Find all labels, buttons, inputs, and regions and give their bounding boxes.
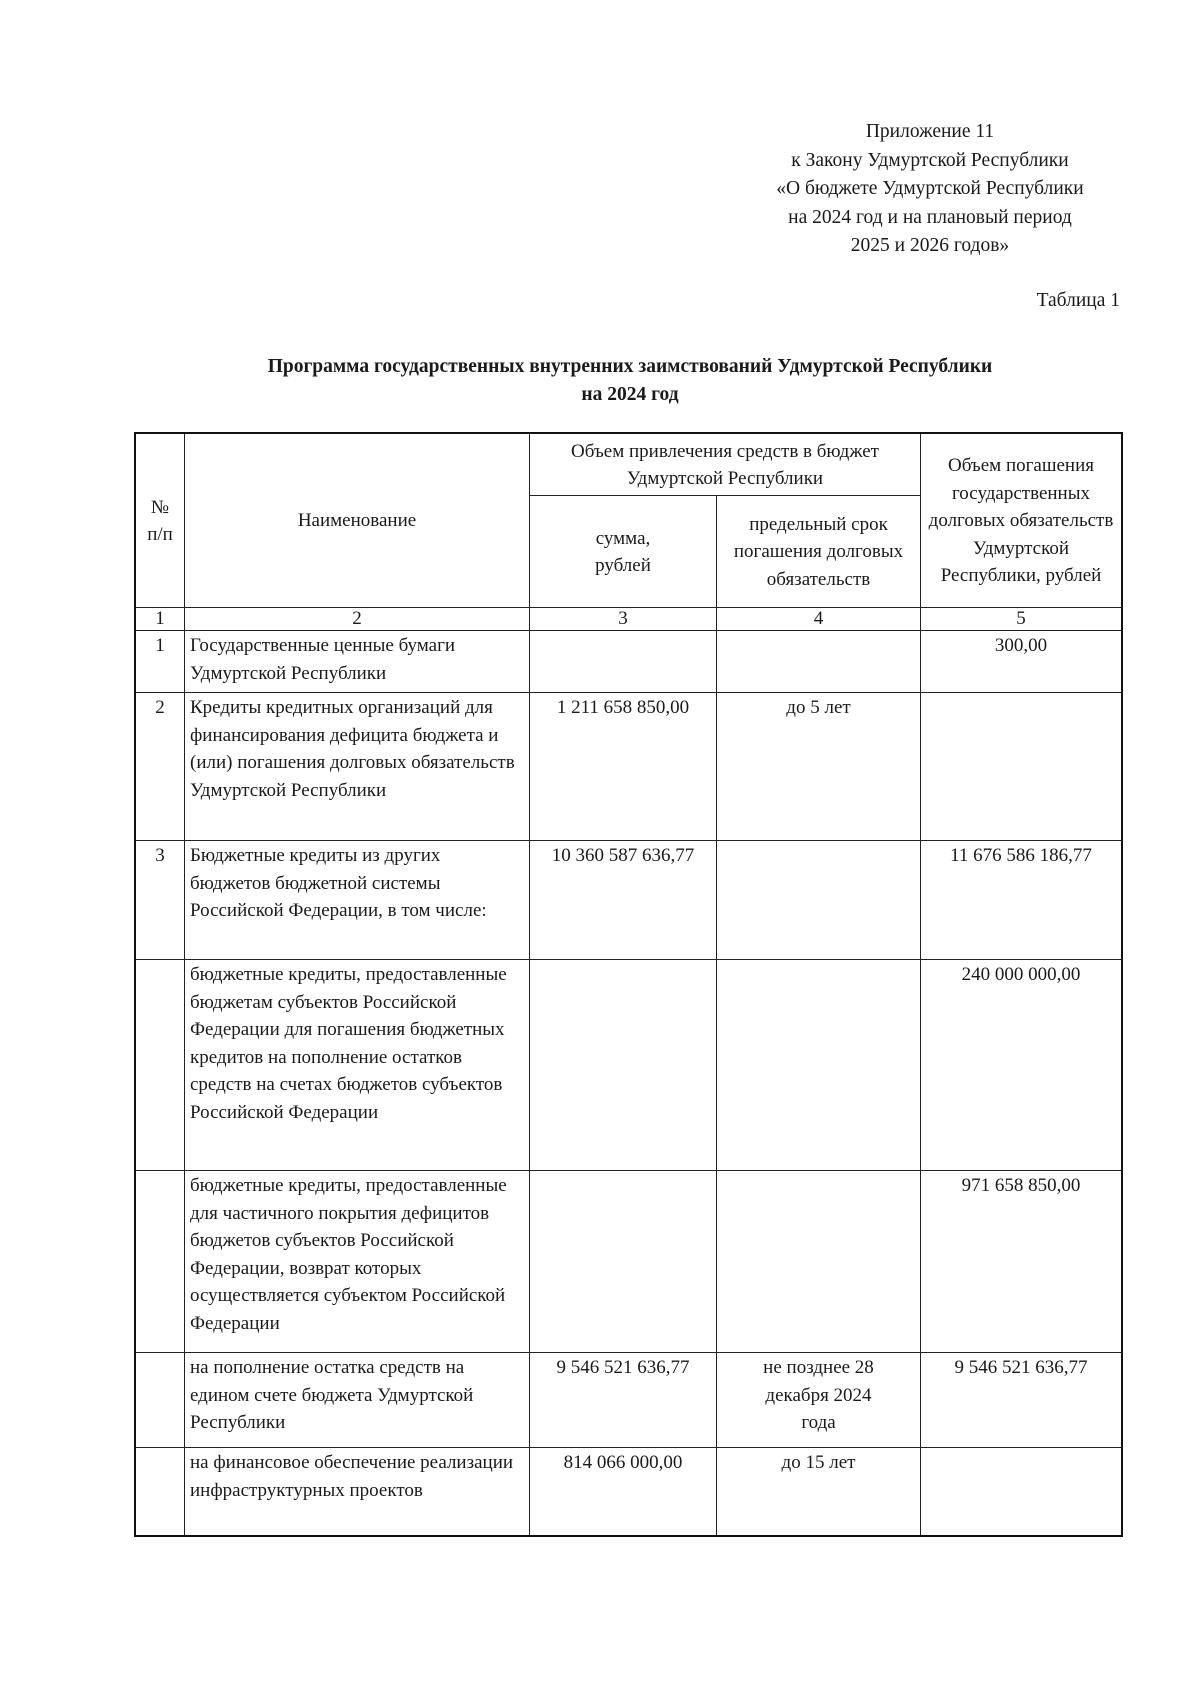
table-row	[136, 1353, 1122, 1448]
appendix-line: 2025 и 2026 годов»	[850, 235, 1010, 256]
title-line-1: Программа государственных внутренних заимствований Удмуртской Республики	[267, 356, 993, 377]
header-attraction-group	[530, 434, 921, 496]
column-index: 4	[717, 608, 921, 631]
header-sum-label: сумма, рублей	[595, 527, 651, 576]
row-repayment: 300,00	[921, 631, 1122, 693]
row-name: Кредиты кредитных организаций для финансирования дефицита бюджета и (или) погашения долговых обязательств Удмуртской Республики	[185, 693, 530, 841]
row-term-text: не позднее 28 декабря 2024 года	[763, 1357, 874, 1433]
header-term-label: предельный срок погашения долговых обязательств	[733, 513, 904, 590]
row-term	[717, 1171, 921, 1353]
row-num	[136, 1171, 185, 1353]
row-repayment: 11 676 586 186,77	[921, 841, 1122, 960]
row-num: 2	[136, 693, 185, 841]
row-num	[136, 1353, 185, 1448]
header-num	[136, 434, 185, 608]
appendix-line: на 2024 год и на плановый период	[788, 206, 1072, 228]
row-repayment	[921, 1448, 1122, 1536]
row-name: Государственные ценные бумаги Удмуртской Республики	[185, 631, 530, 693]
borrowing-program-table	[135, 433, 1122, 1536]
row-name: бюджетные кредиты, предоставленные бюджетам субъектов Российской Федерации для погашения бюджетных кредитов на пополнение остатков средств на счетах бюджетов субъектов Российской Федерации	[185, 960, 530, 1171]
row-sum: 10 360 587 636,77	[530, 841, 717, 960]
header-name	[185, 434, 530, 608]
row-term: до 15 лет	[717, 1448, 921, 1536]
row-sum: 814 066 000,00	[530, 1448, 717, 1536]
row-name: Бюджетные кредиты из других бюджетов бюджетной системы Российской Федерации, в том числе:	[185, 841, 530, 960]
row-sum	[530, 960, 717, 1171]
row-term	[717, 841, 921, 960]
column-index-row	[136, 608, 1122, 631]
row-num	[136, 1448, 185, 1536]
row-repayment	[921, 693, 1122, 841]
table-row	[136, 841, 1122, 960]
row-sum: 9 546 521 636,77	[530, 1353, 717, 1448]
table-row	[136, 1171, 1122, 1353]
row-term: до 5 лет	[717, 693, 921, 841]
table-row	[136, 631, 1122, 693]
row-num	[136, 960, 185, 1171]
row-sum	[530, 631, 717, 693]
header-repayment-label: Объем погашения государственных долговых обязательств Удмуртской Республики, рублей	[928, 455, 1114, 587]
row-sum	[530, 1171, 717, 1353]
appendix-header	[740, 118, 1120, 261]
row-repayment: 9 546 521 636,77	[921, 1353, 1122, 1448]
column-index: 5	[921, 608, 1122, 631]
row-num: 3	[136, 841, 185, 960]
table-row	[136, 960, 1122, 1171]
column-index: 3	[530, 608, 717, 631]
row-term	[717, 631, 921, 693]
title-line-2: на 2024 год	[581, 384, 679, 405]
row-name: на финансовое обеспечение реализации инфраструктурных проектов	[185, 1448, 530, 1536]
row-sum: 1 211 658 850,00	[530, 693, 717, 841]
row-repayment: 240 000 000,00	[921, 960, 1122, 1171]
appendix-line: Приложение 11	[865, 121, 995, 142]
row-name: бюджетные кредиты, предоставленные для частичного покрытия дефицитов бюджетов субъектов Российской Федерации, возврат которых осуществляется субъектом Российской Федерации	[185, 1171, 530, 1353]
row-name: на пополнение остатка средств на едином счете бюджета Удмуртской Республики	[185, 1353, 530, 1448]
row-repayment: 971 658 850,00	[921, 1171, 1122, 1353]
header-term	[717, 496, 921, 608]
header-attraction-label: Объем привлечения средств в бюджет Удмуртской Республики	[571, 440, 879, 489]
column-index: 2	[185, 608, 530, 631]
header-num-label: № п/п	[147, 496, 173, 545]
page-title	[130, 353, 1130, 409]
header-repayment	[921, 434, 1122, 608]
header-row	[136, 434, 1122, 496]
table-label: Таблица 1	[1036, 290, 1120, 311]
row-num: 1	[136, 631, 185, 693]
appendix-line: «О бюджете Удмуртской Республики	[776, 178, 1084, 199]
header-name-label: Наименование	[297, 510, 417, 532]
appendix-line: к Закону Удмуртской Республики	[791, 149, 1069, 171]
table-row	[136, 693, 1122, 841]
table-row	[136, 1448, 1122, 1536]
header-sum	[530, 496, 717, 608]
column-index: 1	[136, 608, 185, 631]
row-term	[717, 960, 921, 1171]
row-term	[717, 1353, 921, 1448]
